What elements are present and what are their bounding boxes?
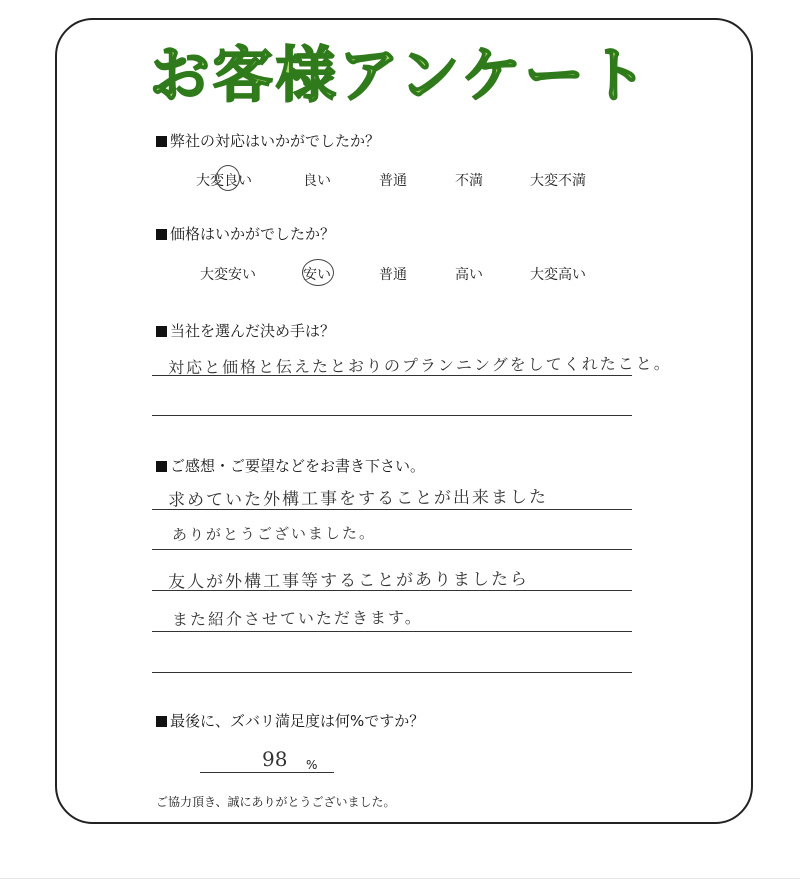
- percent-answer-line: [200, 772, 334, 773]
- q1-option-5[interactable]: 大変不満: [530, 173, 586, 189]
- q2-option-4[interactable]: 高い: [455, 267, 483, 283]
- question-4: [156, 455, 425, 476]
- answer-line: [152, 672, 632, 673]
- q4-answer-line-4: また紹介させていただきます。: [171, 607, 423, 630]
- question-1-label: 弊社の対応はいかがでしたか？: [170, 132, 381, 150]
- q2-option-2[interactable]: 安い: [303, 267, 331, 283]
- survey-title: お客様アンケート: [149, 41, 651, 111]
- q2-selected-circle: [302, 259, 334, 286]
- q3-answer: 対応と価格と伝えたとおりのプランニングをしてくれたこと。: [167, 353, 672, 378]
- q1-option-3[interactable]: 普通: [379, 173, 407, 189]
- question-5-label: 最後に、ズバリ満足度は何%ですか？: [170, 712, 425, 730]
- square-bullet-icon: [156, 461, 167, 472]
- q4-answer-line-3: 友人が外構工事等することがありましたら: [167, 569, 530, 593]
- square-bullet-icon: [156, 136, 167, 147]
- answer-line: [152, 375, 632, 376]
- square-bullet-icon: [156, 716, 167, 727]
- question-2-label: 価格はいかがでしたか？: [170, 225, 336, 243]
- q2-option-1[interactable]: 大変安い: [200, 267, 256, 283]
- answer-line: [152, 631, 632, 632]
- q2-option-3[interactable]: 普通: [379, 267, 407, 283]
- percent-sign: %: [306, 758, 318, 772]
- q1-option-1[interactable]: 大変良い: [196, 173, 252, 189]
- footer-thanks: ご協力頂き、誠にありがとうございました。: [156, 795, 396, 809]
- satisfaction-value: 98: [262, 747, 288, 771]
- q4-answer-line-1: 求めていた外構工事をすることが出来ました: [167, 487, 549, 511]
- question-5: [156, 710, 424, 731]
- question-1: [156, 130, 380, 151]
- answer-line: [152, 549, 632, 550]
- scan-edge-line: [0, 878, 800, 879]
- square-bullet-icon: [156, 229, 167, 240]
- question-4-label: ご感想・ご要望などをお書き下さい。: [170, 457, 426, 475]
- answer-line: [152, 590, 632, 591]
- q4-answer-line-2: ありがとうございました。: [171, 524, 377, 544]
- q1-selected-circle: [216, 165, 240, 191]
- answer-line: [152, 509, 632, 510]
- question-3: [156, 320, 335, 341]
- question-3-label: 当社を選んだ決め手は？: [170, 322, 336, 340]
- q1-option-4[interactable]: 不満: [455, 173, 483, 189]
- q2-option-5[interactable]: 大変高い: [530, 267, 586, 283]
- answer-line: [152, 415, 632, 416]
- square-bullet-icon: [156, 326, 167, 337]
- q1-option-2[interactable]: 良い: [303, 173, 331, 189]
- question-2: [156, 223, 335, 244]
